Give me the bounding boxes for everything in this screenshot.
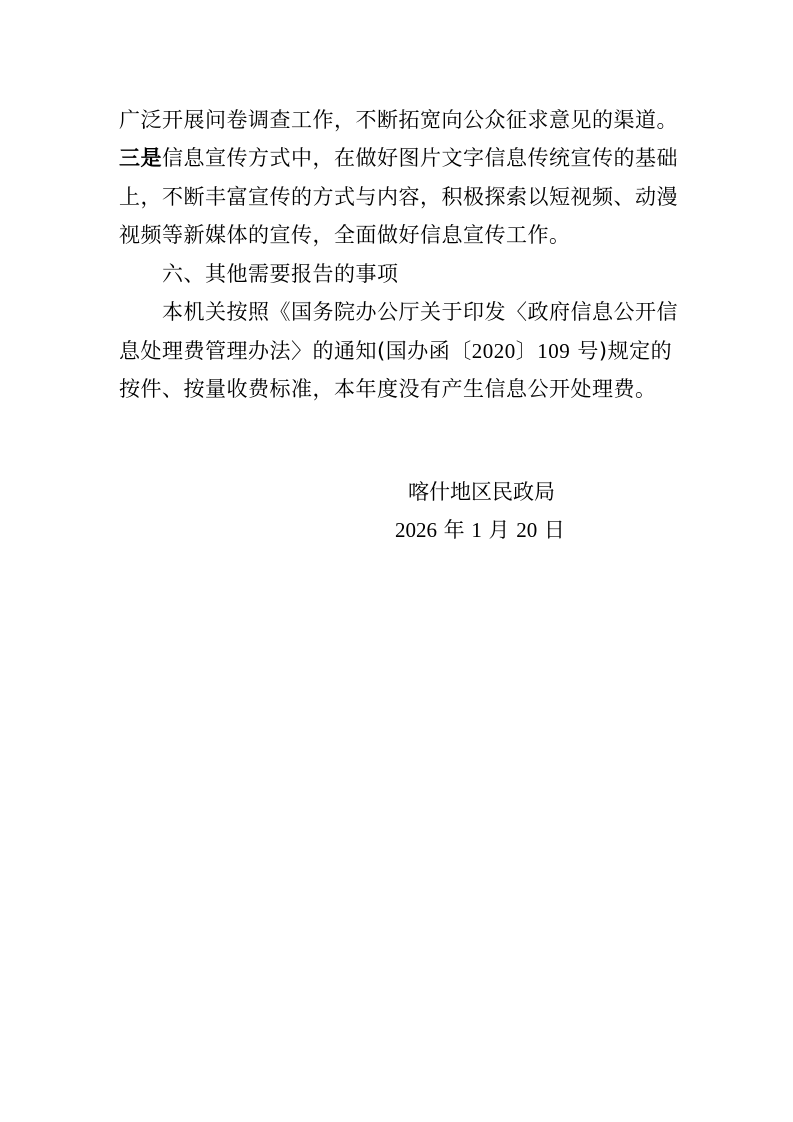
section-6-line-2-a: 息处理费管理办法〉的通知(国办函〔 xyxy=(119,339,472,363)
signature-date xyxy=(395,518,565,542)
signature-day: 20 xyxy=(516,518,538,542)
section-6-line-2 xyxy=(119,339,679,363)
signature-day-unit: 日 xyxy=(537,518,565,542)
section-6-line-1: 本机关按照《国务院办公厅关于印发〈政府信息公开信 xyxy=(162,300,678,324)
document-number-ref: 109 xyxy=(537,339,571,363)
point-3-line-1 xyxy=(119,146,679,170)
point-3-line-2: 上，不断丰富宣传的方式与内容，积极探索以短视频、动漫 xyxy=(119,185,678,209)
section-6-line-3: 按件、按量收费标准，本年度没有产生信息公开处理费。 xyxy=(119,377,657,401)
signature-month-unit: 月 xyxy=(481,518,517,542)
signature-month: 1 xyxy=(471,518,482,542)
section-6-heading: 六、其他需要报告的事项 xyxy=(162,262,399,286)
point-3-line-3: 视频等新媒体的宣传，全面做好信息宣传工作。 xyxy=(119,223,571,247)
signature-year: 2026 xyxy=(395,518,437,542)
document-year-ref: 2020 xyxy=(471,339,516,363)
section-6-line-2-b: 〕 xyxy=(515,339,538,363)
section-6-line-2-c: 号)规定的 xyxy=(570,339,673,363)
point-3-text-1: 信息宣传方式中，在做好图片文字信息传统宣传的基础 xyxy=(162,146,678,170)
point-3-lead: 三是 xyxy=(119,146,162,170)
signature-org: 喀什地区民政局 xyxy=(408,480,555,504)
signature-year-unit: 年 xyxy=(437,518,472,542)
paragraph-3-continuation: 广泛开展问卷调查工作，不断拓宽向公众征求意见的渠道。 xyxy=(119,108,678,132)
